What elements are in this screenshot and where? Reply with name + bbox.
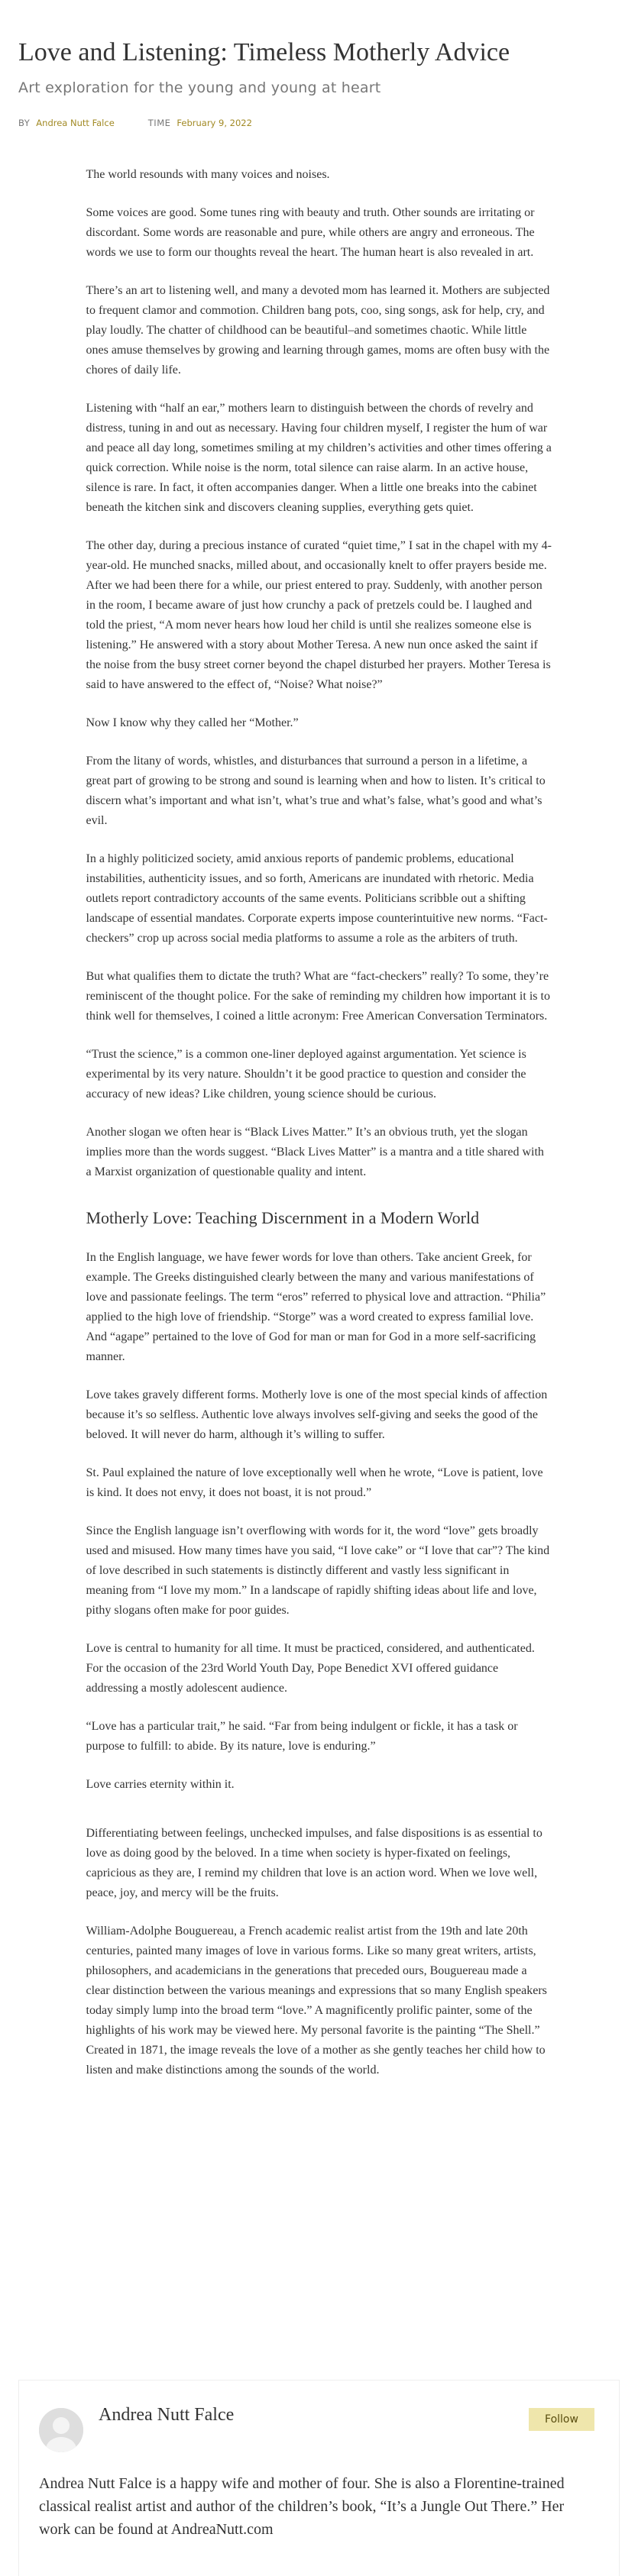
paragraph: Another slogan we often hear is “Black Lives Matter.” It’s an obvious truth, yet the slogan implies more than the words suggest. “Black Lives Matter” is a mantra and a title shared with a Marxist organization of questionable quality and intent. <box>86 1126 544 1178</box>
paragraph: William-Adolphe Bouguereau, a French academic realist artist from the 19th and late 20th centuries, painted many images of love in various forms. Like so many great writers, artists, philosophers, and academicians in the generations that preceded ours, Bouguereau made a clear distinction between the various meanings and expressions that so many English speakers today simply lump into the broad term “love.” A magnificently prolific painter, some of the highlights of his work may be viewed here. My personal favorite is the painting “The Shell.” Created in 1871, the image reveals the love of a mother as she gently teaches her child how to listen and make distinctions among the sounds of the world. <box>86 1925 547 2077</box>
paragraph: But what qualifies them to dictate the truth? What are “fact-checkers” really? To some, they’re reminiscent of the thought police. For the sake of reminding my children how important it is to think well for themselves, I coined a little acronym: Free American Conversation Terminators. <box>86 970 550 1023</box>
section-heading: Motherly Love: Teaching Discernment in a Modern World <box>86 1208 480 1227</box>
section-spacer <box>86 1813 552 1824</box>
paragraph: Love is central to humanity for all time. It must be practiced, considered, and authenticated. For the occasion of the 23rd World Youth Day, Pope Benedict XVI offered guidance addressing a mostly adolescent audience. <box>86 1642 535 1695</box>
article-header <box>0 0 638 128</box>
page-title: Love and Listening: Timeless Motherly Advice <box>18 38 510 66</box>
paragraph: Love takes gravely different forms. Motherly love is one of the most special kinds of affection because it’s so selfless. Authentic love always involves self-giving and seeks the good of the beloved. It will never do harm, although it’s willing to suffer. <box>86 1388 548 1441</box>
paragraph: Since the English language isn’t overflowing with words for it, the word “love” gets broadly used and misused. How many times have you said, “I love cake” or “I love that car”? The kind of love described in such statements is distinctly different and vastly less significant in meaning from “I love my mom.” In a landscape of rapidly shifting ideas about life and love, pithy slogans often make for poor guides. <box>86 1524 550 1617</box>
time-label: TIME <box>147 118 171 128</box>
paragraph: “Trust the science,” is a common one-liner deployed against argumentation. Yet science is experimental by its very nature. Shouldn’t it be good practice to question and consider the accuracy of new ideas? Like children, young science should be curious. <box>86 1048 526 1101</box>
avatar[interactable] <box>39 2408 83 2452</box>
author-bio: Andrea Nutt Falce is a happy wife and mother of four. She is also a Florentine-trained classical realist artist and author of the children’s book, “It’s a Jungle Out There.” Her work can be found at AndreaNutt.com <box>39 2475 565 2538</box>
author-card-header <box>19 2380 619 2452</box>
paragraph: Now I know why they called her “Mother.” <box>86 716 299 729</box>
author-card <box>18 2380 620 2576</box>
paragraph: Differentiating between feelings, unchecked impulses, and false dispositions is as essential to love as doing good by the beloved. In a time when society is hyper-fixated on feelings, capricious as they are, I remind my children that love is an action word. When we love well, peace, joy, and mercy will be the fruits. <box>86 1827 542 1899</box>
paragraph: Love carries eternity within it. <box>86 1778 235 1791</box>
author-name[interactable]: Andrea Nutt Falce <box>99 2405 235 2425</box>
publish-date: February 9, 2022 <box>177 118 252 128</box>
paragraph: In a highly politicized society, amid anxious reports of pandemic problems, educational instabilities, authenticity issues, and so forth, Americans are inundated with rhetoric. Media outlets report contradictory accounts of the same events. Politicians scribble out a shifting landscape of essential mandates. Corporate experts impose counterintuitive new norms. “Fact-checkers” crop up across social media platforms to assume a role as the arbiters of truth. <box>86 852 548 945</box>
byline <box>18 118 620 128</box>
paragraph: “Love has a particular trait,” he said. “Far from being indulgent or fickle, it has a task or purpose to fulfill: to abide. By its nature, love is enduring.” <box>86 1720 518 1753</box>
paragraph: The world resounds with many voices and noises. <box>86 168 330 181</box>
by-label: BY <box>18 118 31 128</box>
paragraph: Listening with “half an ear,” mothers learn to distinguish between the chords of revelry and distress, tuning in and out as necessary. Having four children myself, I register the hum of war and peace all day long, sometimes smiling at my children’s activities and other times offering a quick correction. While noise is the norm, total silence can raise alarm. In an active house, silence is rare. In fact, it often accompanies danger. When a little one breaks into the cabinet beneath the kitchen sink and discovers cleaning supplies, everything gets quiet. <box>86 402 552 514</box>
author-link[interactable]: Andrea Nutt Falce <box>36 118 115 128</box>
paragraph: There’s an art to listening well, and many a devoted mom has learned it. Mothers are subjected to frequent clamor and commotion. Children bang pots, coo, sing songs, ask for help, cry, and play loudly. The chatter of childhood can be beautiful–and sometimes chaotic. While little ones amuse themselves by growing and learning through games, moms are often busy with the chores of daily life. <box>86 284 550 377</box>
paragraph: St. Paul explained the nature of love exceptionally well when he wrote, “Love is patient, love is kind. It does not envy, it does not boast, it is not proud.” <box>86 1466 543 1499</box>
paragraph: From the litany of words, whistles, and disturbances that surround a person in a lifetime, a great part of growing to be strong and sound is learning when and how to listen. It’s critical to discern what’s important and what isn’t, what’s true and what’s false, what’s good and what’s evil. <box>86 755 546 827</box>
user-icon <box>39 2408 83 2452</box>
article-body <box>86 165 552 2080</box>
paragraph: The other day, during a precious instance of curated “quiet time,” I sat in the chapel with my 4-year-old. He munched snacks, milled about, and occasionally knelt to offer prayers beside me. After we had been there for a while, our priest entered to pray. Suddenly, with another person in the room, I became aware of just how crunchy a pack of pretzels could be. I laughed and told the priest, “A mom never hears how loud her child is until she realizes someone else is listening.” He answered with a story about Mother Teresa. A new nun once asked the saint if the noise from the busy street corner beyond the chapel disturbed her prayers. Mother Teresa is said to have answered to the effect of, “Noise? What noise?” <box>86 539 552 691</box>
paragraph: In the English language, we have fewer words for love than others. Take ancient Greek, for example. The Greeks distinguished clearly between the many and various manifestations of love and passionate feelings. The term “eros” referred to physical love and attraction. “Philia” applied to the high love of friendship. “Storge” was a word created to express familial love. And “agape” pertained to the love of God for man or man for God in a more self-sacrificing manner. <box>86 1251 546 1363</box>
paragraph: Some voices are good. Some tunes ring with beauty and truth. Other sounds are irritating or discordant. Some words are reasonable and pure, while others are angry and erroneous. The words we use to form our thoughts reveal the heart. The human heart is also revealed in art. <box>86 206 535 259</box>
follow-button[interactable]: Follow <box>529 2408 594 2431</box>
page-subtitle: Art exploration for the young and young at heart <box>18 79 381 96</box>
